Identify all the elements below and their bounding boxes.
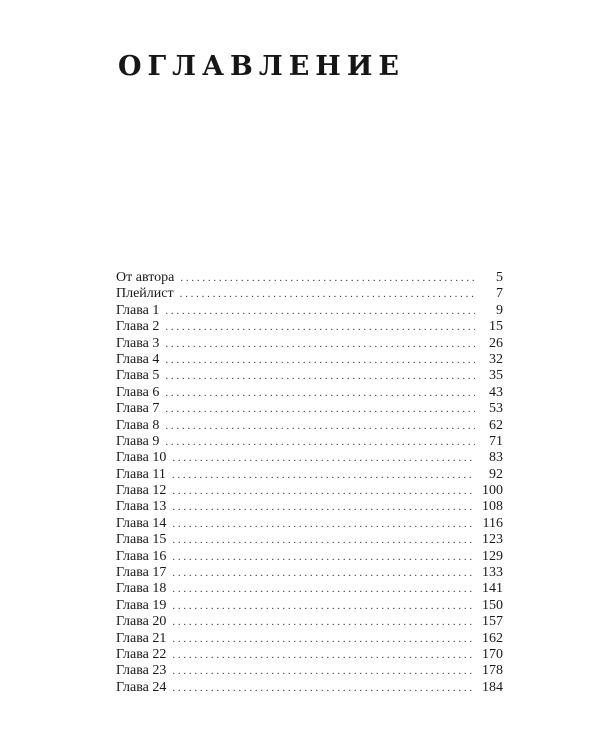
toc-page-number: 141 bbox=[482, 581, 503, 597]
toc-dot-leader bbox=[172, 631, 475, 647]
toc-entry-label: Глава 9 bbox=[116, 433, 160, 449]
toc-entry-label: Глава 18 bbox=[116, 581, 167, 597]
toc-dot-leader bbox=[180, 270, 475, 286]
toc-entry bbox=[116, 516, 503, 532]
toc-entry-label: Глава 24 bbox=[116, 679, 167, 695]
toc-entry-label: Глава 3 bbox=[116, 335, 160, 351]
toc-entry bbox=[116, 483, 503, 499]
toc-dot-leader bbox=[165, 434, 475, 450]
toc-dot-leader bbox=[172, 565, 475, 581]
toc-entry bbox=[116, 286, 503, 302]
toc-page-number: 7 bbox=[496, 286, 503, 302]
toc-page-number: 71 bbox=[489, 433, 503, 449]
toc-page-number: 92 bbox=[489, 466, 503, 482]
toc-page-number: 32 bbox=[489, 351, 503, 367]
toc-dot-leader bbox=[172, 598, 475, 614]
toc-page-number: 43 bbox=[489, 384, 503, 400]
toc-page-number: 170 bbox=[482, 646, 503, 662]
toc-page-number: 162 bbox=[482, 630, 503, 646]
toc-entry-label: Глава 11 bbox=[116, 466, 166, 482]
toc-entry-label: Глава 15 bbox=[116, 532, 167, 548]
toc-dot-leader bbox=[165, 303, 475, 319]
toc-dot-leader bbox=[165, 401, 475, 417]
toc-entry-label: Глава 4 bbox=[116, 351, 160, 367]
toc-page-number: 178 bbox=[482, 663, 503, 679]
toc-dot-leader bbox=[172, 516, 475, 532]
toc-entry-label: Глава 8 bbox=[116, 417, 160, 433]
toc-entry bbox=[116, 647, 503, 663]
toc-entry-label: Глава 19 bbox=[116, 597, 167, 613]
toc-entry-label: Глава 23 bbox=[116, 663, 167, 679]
toc-entry bbox=[116, 614, 503, 630]
toc-entry bbox=[116, 434, 503, 450]
toc-entry bbox=[116, 532, 503, 548]
toc-entry-label: От автора bbox=[116, 270, 175, 285]
toc-dot-leader bbox=[172, 663, 475, 679]
toc-dot-leader bbox=[180, 286, 475, 302]
toc-entry bbox=[116, 680, 503, 696]
toc-entry bbox=[116, 336, 503, 352]
toc-entry-label: Глава 17 bbox=[116, 565, 167, 581]
toc-dot-leader bbox=[172, 549, 475, 565]
toc-entry bbox=[116, 319, 503, 335]
toc-entry bbox=[116, 270, 503, 286]
toc-entry bbox=[116, 549, 503, 565]
toc-page-number: 15 bbox=[489, 319, 503, 335]
toc-entry bbox=[116, 467, 503, 483]
toc-page-number: 133 bbox=[482, 565, 503, 581]
toc-page-number: 83 bbox=[489, 450, 503, 466]
table-of-contents bbox=[116, 270, 503, 696]
toc-entry-label: Глава 21 bbox=[116, 630, 167, 646]
toc-dot-leader bbox=[172, 680, 475, 696]
toc-dot-leader bbox=[172, 532, 475, 548]
toc-entry bbox=[116, 385, 503, 401]
page-title: ОГЛАВЛЕНИЕ bbox=[118, 51, 405, 82]
toc-entry-label: Глава 13 bbox=[116, 499, 167, 515]
toc-page-number: 9 bbox=[496, 302, 503, 318]
toc-page-number: 5 bbox=[496, 270, 503, 285]
toc-entry-label: Глава 5 bbox=[116, 368, 160, 384]
toc-dot-leader bbox=[165, 418, 475, 434]
toc-entry bbox=[116, 581, 503, 597]
toc-page-number: 26 bbox=[489, 335, 503, 351]
toc-entry-label: Глава 16 bbox=[116, 548, 167, 564]
toc-dot-leader bbox=[165, 319, 475, 335]
toc-dot-leader bbox=[172, 581, 475, 597]
toc-entry bbox=[116, 352, 503, 368]
toc-dot-leader bbox=[172, 467, 475, 483]
toc-entry-label: Глава 7 bbox=[116, 401, 160, 417]
toc-entry bbox=[116, 401, 503, 417]
toc-entry-label: Глава 20 bbox=[116, 614, 167, 630]
toc-dot-leader bbox=[172, 483, 475, 499]
toc-entry bbox=[116, 598, 503, 614]
toc-page-number: 150 bbox=[482, 597, 503, 613]
toc-page-number: 100 bbox=[482, 483, 503, 499]
toc-entry bbox=[116, 663, 503, 679]
toc-page-number: 116 bbox=[482, 515, 503, 531]
toc-entry-label: Глава 22 bbox=[116, 646, 167, 662]
toc-dot-leader bbox=[172, 647, 475, 663]
toc-dot-leader bbox=[165, 352, 475, 368]
toc-entry bbox=[116, 499, 503, 515]
toc-page-number: 62 bbox=[489, 417, 503, 433]
toc-entry bbox=[116, 303, 503, 319]
toc-page-number: 157 bbox=[482, 614, 503, 630]
toc-entry-label: Глава 2 bbox=[116, 319, 160, 335]
toc-entry-label: Глава 10 bbox=[116, 450, 167, 466]
toc-page-number: 129 bbox=[482, 548, 503, 564]
toc-entry bbox=[116, 418, 503, 434]
toc-entry bbox=[116, 631, 503, 647]
toc-entry-label: Глава 12 bbox=[116, 483, 167, 499]
toc-dot-leader bbox=[165, 368, 475, 384]
toc-page-number: 184 bbox=[482, 679, 503, 695]
toc-page-number: 35 bbox=[489, 368, 503, 384]
toc-dot-leader bbox=[165, 385, 475, 401]
toc-page-number: 108 bbox=[482, 499, 503, 515]
toc-dot-leader bbox=[165, 336, 475, 352]
toc-entry bbox=[116, 565, 503, 581]
toc-dot-leader bbox=[172, 614, 475, 630]
toc-entry bbox=[116, 368, 503, 384]
toc-entry bbox=[116, 450, 503, 466]
toc-entry-label: Глава 14 bbox=[116, 515, 167, 531]
toc-dot-leader bbox=[172, 499, 475, 515]
toc-entry-label: Плейлист bbox=[116, 286, 174, 302]
toc-page-number: 53 bbox=[489, 401, 503, 417]
toc-dot-leader bbox=[172, 450, 475, 466]
toc-page-number: 123 bbox=[482, 532, 503, 548]
toc-entry-label: Глава 1 bbox=[116, 302, 160, 318]
toc-entry-label: Глава 6 bbox=[116, 384, 160, 400]
